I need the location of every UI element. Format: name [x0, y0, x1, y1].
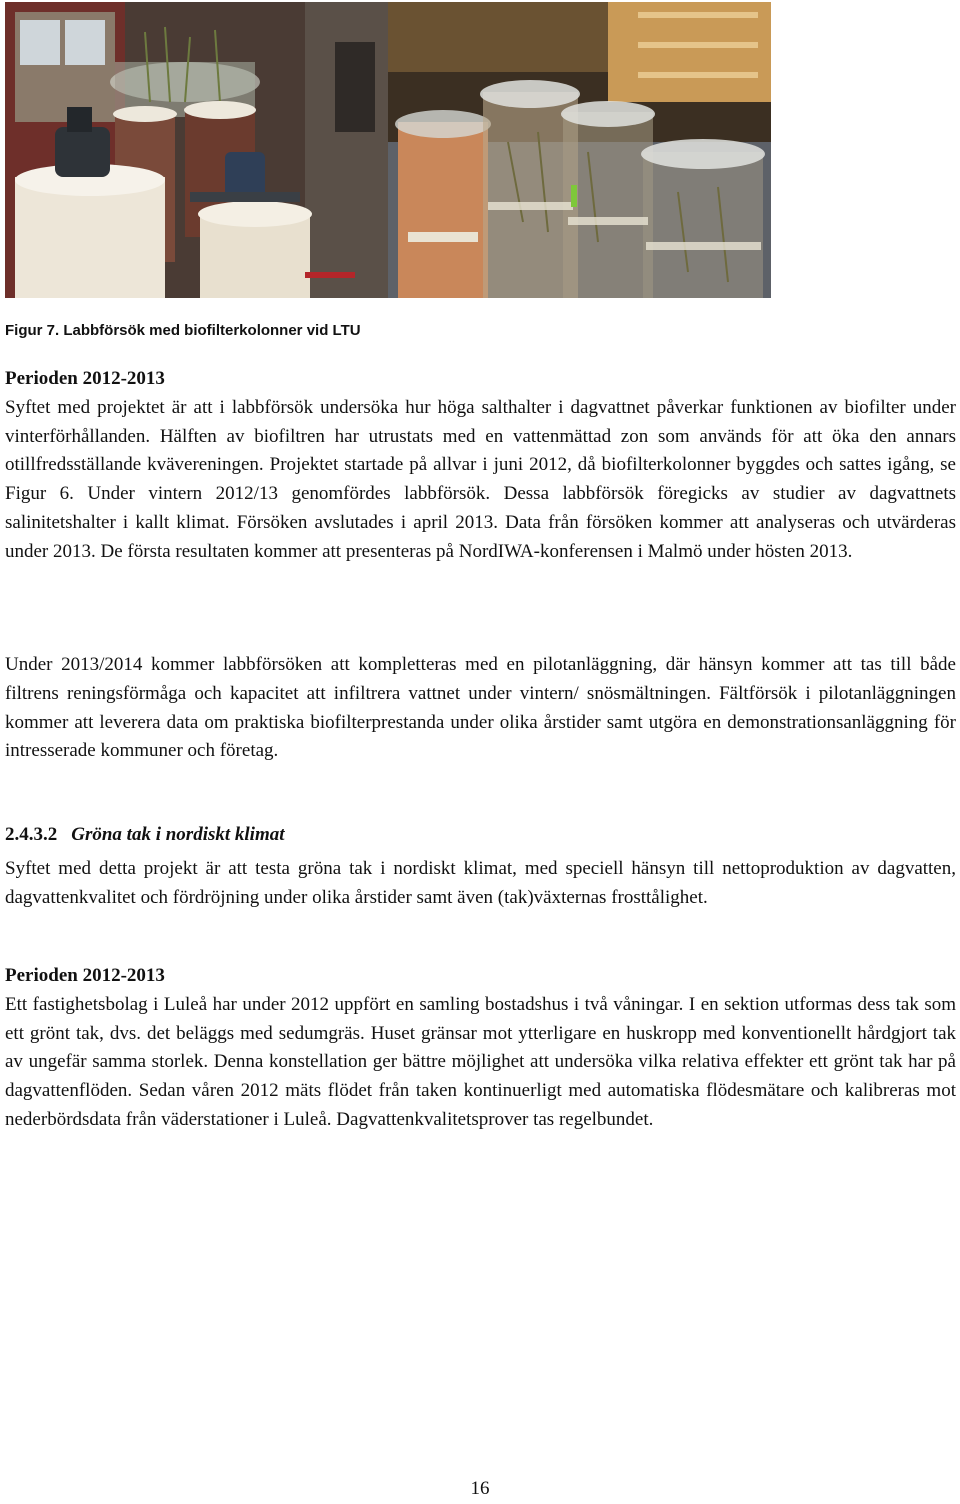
page-number: 16 [470, 1478, 490, 1499]
body-paragraph: Ett fastighetsbolag i Luleå har under 2012 uppfört en samling bostadshus i två våningar. I en sektion utformas dess tak som ett grönt tak, dvs. det beläggs med sedumgräs. Huset gränsar mot ytterligare en huskropp med konventionellt hårdgjort tak av ungefär samma storlek. Denna konstellation ger bättre möjlighet att undersöka vilka relativa effekter ett grönt tak har på dagvattenflöden. Sedan våren 2012 mäts flödet från taken kontinuerligt med automatiska flödesmätare och kalibreras mot nederbördsdata från väderstationer i Luleå. Dagvattenkvalitetsprover tas regelbundet. [5, 993, 956, 1130]
body-paragraph: Syftet med detta projekt är att testa gröna tak i nordiskt klimat, med speciell hänsyn till nettoproduktion av dagvatten, dagvattenkvalitet och fördröjning under olika årstider samt även (tak)växternas frosttålighet. [5, 857, 956, 908]
body-paragraph: Syftet med projektet är att i labbförsök undersöka hur höga salthalter i dagvattnet påverkar funktionen av biofilter under vinterförhållanden. Hälften av biofiltren har utrustats med en vattenmättad zon som används för att öka den annars otillfredsställande kvävereningen. Projektet startade på allvar i juni 2012, då biofilterkolonner byggdes och sattes igång, se Figur 6. Under vintern 2012/13 genomfördes labbförsök. Dessa labbförsök föregicks av studier av dagvattnets salinitetshalter i kallt klimat. Försöken avslutades i april 2013. Data från försöken kommer att analyseras och utvärderas under 2013. De första resultaten kommer att presenteras på NordIWA-konferensen i Malmö under hösten 2013. [5, 396, 956, 562]
figure-photos [5, 2, 771, 298]
lab-photo-columns-left [5, 2, 388, 298]
figure-caption: Figur 7. Labbförsök med biofilterkolonner vid LTU [5, 322, 361, 339]
section-period-1-continued [5, 651, 956, 766]
section-period-1 [5, 365, 956, 567]
section-green-roofs [5, 821, 956, 912]
lab-photo-columns-right [388, 2, 771, 298]
section-title-row [5, 821, 956, 850]
section-heading: Perioden 2012-2013 [5, 368, 165, 389]
section-period-2 [5, 962, 956, 1135]
section-number: 2.4.3.2 [5, 824, 58, 845]
body-paragraph: Under 2013/2014 kommer labbförsöken att kompletteras med en pilotanläggning, där hänsyn kommer att tas till både filtrens reningsförmåga och kapacitet att infiltrera vattnet under vintern/ snösmältningen. Fältförsök i pilotanläggningen kommer att leverera data om praktiska biofilterprestanda under olika årstider samt utgöra en demonstrationsanläggning för intresserade kommuner och företag. [5, 654, 956, 762]
section-title: Gröna tak i nordiskt klimat [71, 824, 285, 845]
section-heading: Perioden 2012-2013 [5, 965, 165, 986]
